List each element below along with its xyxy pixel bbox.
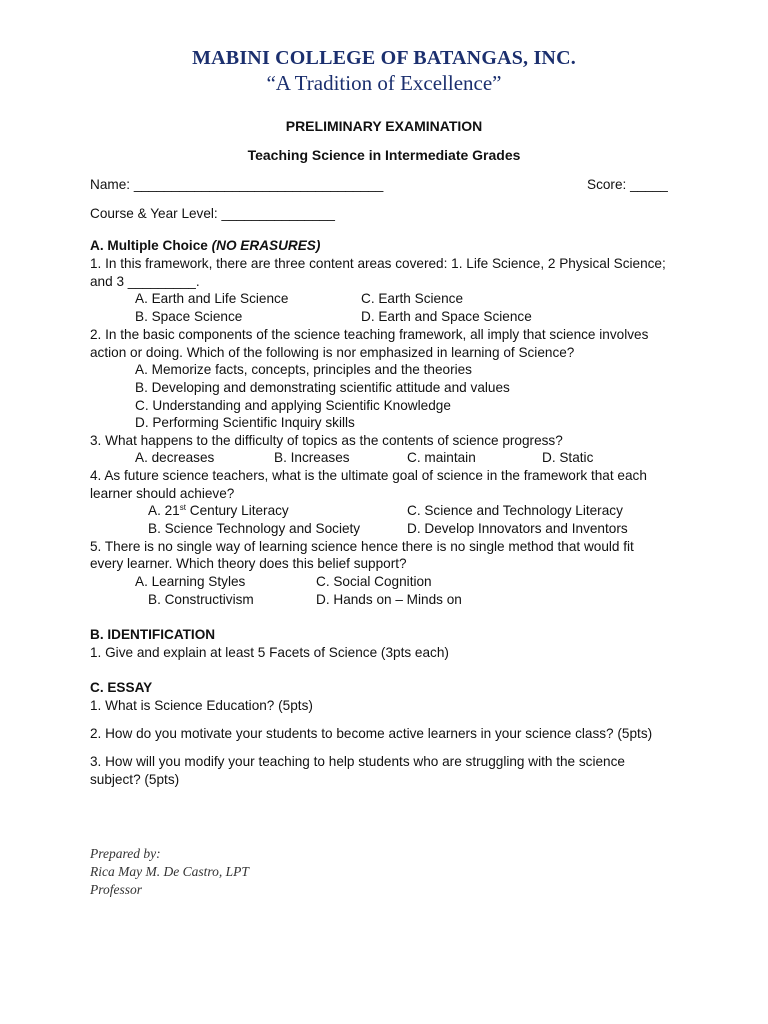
q5-text-line1: 5. There is no single way of learning science hence there is no single method that would fit [90,539,634,554]
q2-option-c: C. Understanding and applying Scientific Knowledge [135,398,451,413]
q4-text-line2: learner should achieve? [90,486,235,501]
q5-option-a: A. Learning Styles [135,574,246,589]
school-motto: “A Tradition of Excellence” [266,71,502,95]
q3-option-c: C. maintain [407,450,476,465]
q2-option-b: B. Developing and demonstrating scientific attitude and values [135,380,510,395]
section-b-heading: B. IDENTIFICATION [90,627,216,642]
exam-title: PRELIMINARY EXAMINATION [285,118,483,134]
section-a-heading [90,237,320,254]
q5-option-d: D. Hands on – Minds on [316,592,462,607]
q4-option-d: D. Develop Innovators and Inventors [407,521,628,536]
q1-option-a: A. Earth and Life Science [135,291,289,306]
school-name: MABINI COLLEGE OF BATANGAS, INC. [192,47,576,69]
q3-option-a: A. decreases [135,450,215,465]
preparer-name: Rica May M. De Castro, LPT [90,864,249,879]
q4-option-a-sup: st [179,503,186,512]
course-year-field: Course & Year Level: _______________ [90,206,335,221]
essay-q1: 1. What is Science Education? (5pts) [90,698,313,713]
section-c-heading: C. ESSAY [90,680,153,695]
q2-option-a: A. Memorize facts, concepts, principles and the theories [135,362,472,377]
essay-q2: 2. How do you motivate your students to become active learners in your science class? (5pts) [90,726,653,741]
q3-option-b: B. Increases [274,450,350,465]
q1-option-d: D. Earth and Space Science [361,309,532,324]
preparer-title: Professor [90,882,143,897]
q1-text-line1: 1. In this framework, there are three content areas covered: 1. Life Science, 2 Physical Science; [90,256,666,271]
q2-text-line2: action or doing. Which of the following is nor emphasized in learning of Science? [90,345,575,360]
name-field: Name: _________________________________ [90,177,384,192]
q2-option-d: D. Performing Scientific Inquiry skills [135,415,355,430]
q4-option-b: B. Science Technology and Society [148,521,361,536]
q1-text-line2: and 3 _________. [90,274,200,289]
q3-option-d: D. Static [542,450,594,465]
q1-option-b: B. Space Science [135,309,243,324]
subject-title: Teaching Science in Intermediate Grades [247,147,521,163]
q3-text: 3. What happens to the difficulty of topics as the contents of science progress? [90,433,563,448]
q4-option-a-suffix: Century Literacy [185,503,289,518]
identification-q1: 1. Give and explain at least 5 Facets of Science (3pts each) [90,645,449,660]
prepared-by-label: Prepared by: [90,846,161,861]
q2-text-line1: 2. In the basic components of the science teaching framework, all imply that science involves [90,327,649,342]
score-field: Score: _____ [587,177,668,192]
q4-text-line1: 4. As future science teachers, what is the ultimate goal of science in the framework that each [90,468,647,483]
q4-option-c: C. Science and Technology Literacy [407,503,623,518]
essay-q3-line2: subject? (5pts) [90,772,180,787]
essay-q3-line1: 3. How will you modify your teaching to help students who are struggling with the science [90,754,625,769]
q4-option-a-prefix: A. 21 [148,503,180,518]
section-a-note: (NO ERASURES) [211,238,321,253]
q1-option-c: C. Earth Science [361,291,463,306]
q5-option-b: B. Constructivism [148,592,254,607]
q5-option-c: C. Social Cognition [316,574,432,589]
q5-text-line2: every learner. Which theory does this belief support? [90,556,407,571]
q4-option-a [148,502,289,519]
section-a-title: A. Multiple Choice [90,238,208,253]
